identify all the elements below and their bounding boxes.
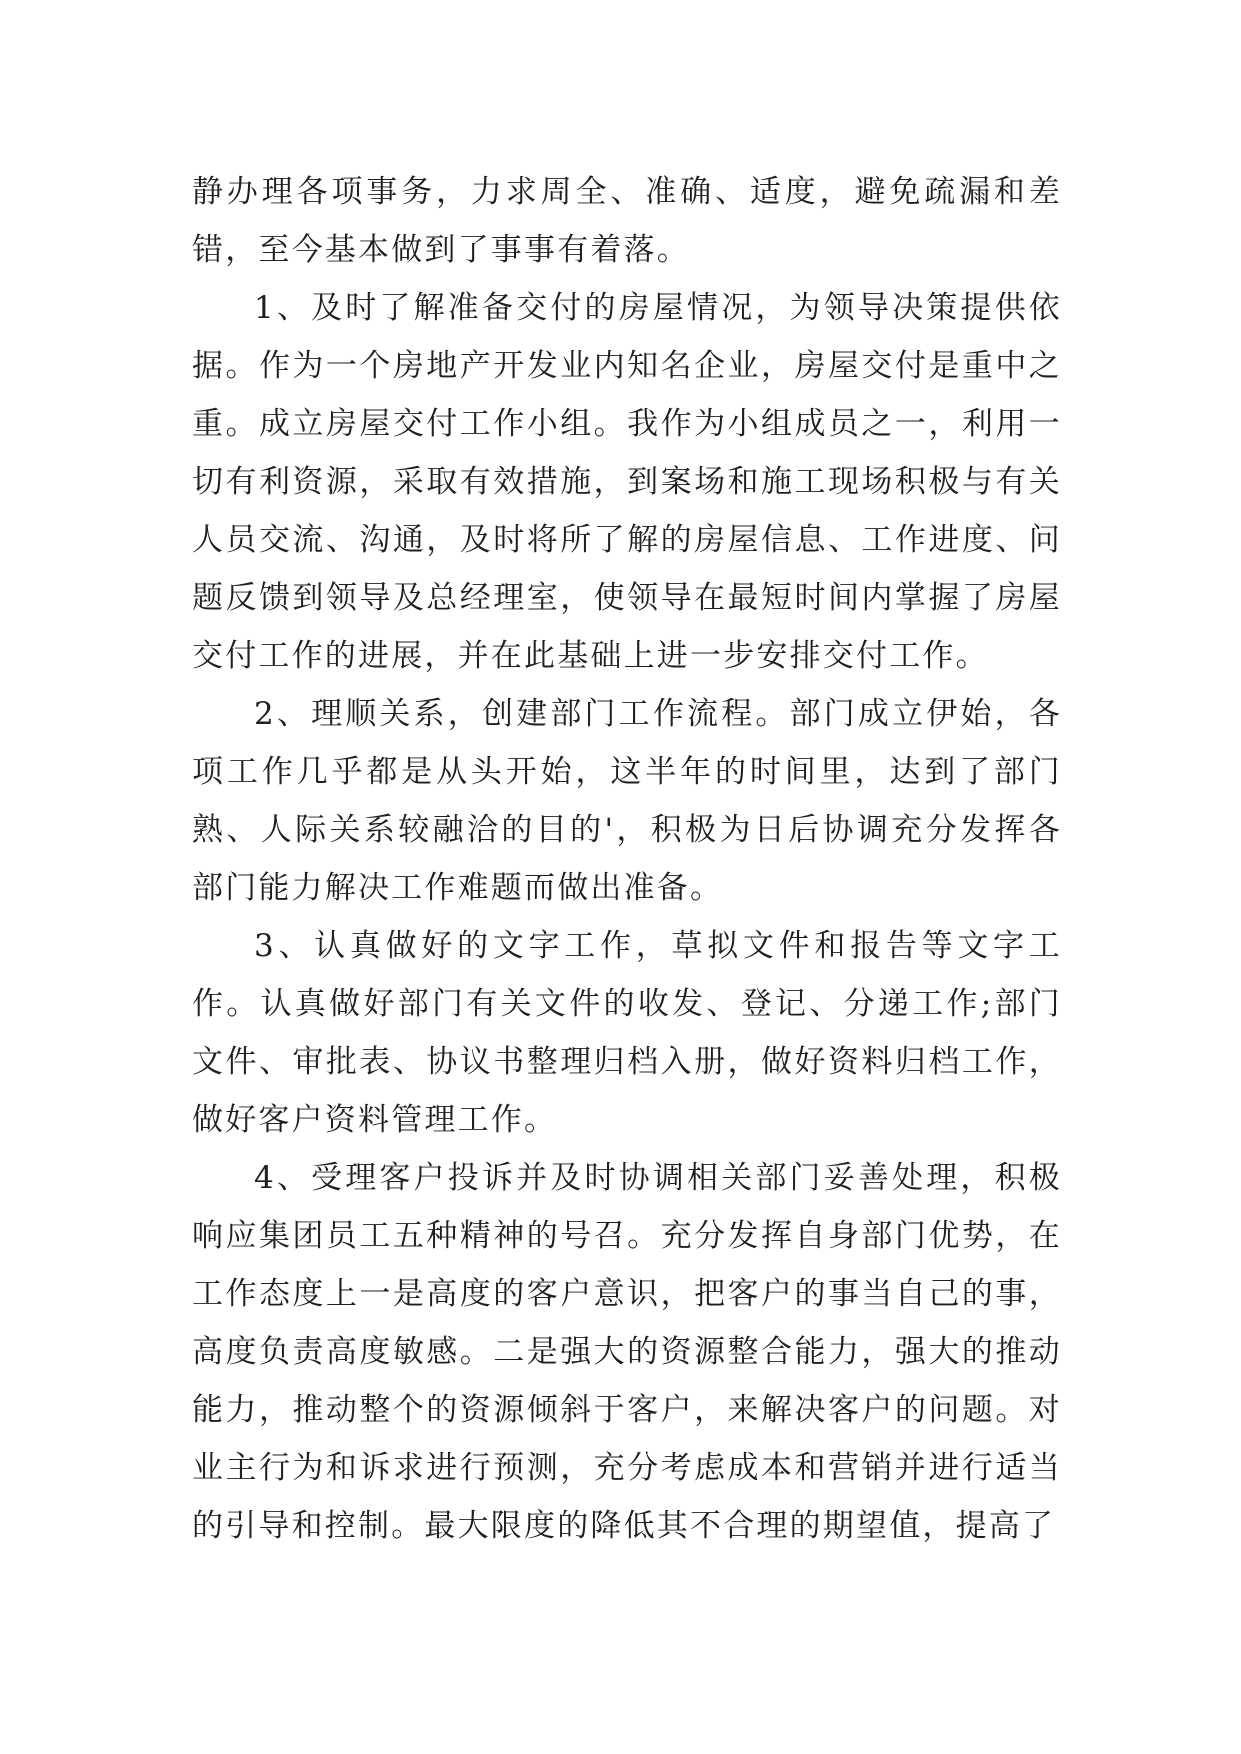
paragraph-item-4: 4、受理客户投诉并及时协调相关部门妥善处理，积极响应集团员工五种精神的号召。充分发挥自身部门优势，在工作态度上一是高度的客户意识，把客户的事当自己的事，高度负责高度敏感。二是强大的资源整合能力，强大的推动能力，推动整个的资源倾斜于客户，来解决客户的问题。对业主行为和诉求进行预测，充分考虑成本和营销并进行适当的引导和控制。最大限度的降低其不合理的期望值，提高了 — [192, 1160, 1062, 1544]
paragraph-item-2: 2、理顺关系，创建部门工作流程。部门成立伊始，各项工作几乎都是从头开始，这半年的时间里，达到了部门熟、人际关系较融洽的目的'，积极为日后协调充分发挥各部门能力解决工作难题而做出准备。 — [192, 696, 1062, 906]
paragraph-continuation: 静办理各项事务，力求周全、准确、适度，避免疏漏和差错，至今基本做到了事事有着落。 — [192, 174, 1062, 268]
paragraph-item-1: 1、及时了解准备交付的房屋情况，为领导决策提供依据。作为一个房地产开发业内知名企业，房屋交付是重中之重。成立房屋交付工作小组。我作为小组成员之一，利用一切有利资源，采取有效措施，到案场和施工现场积极与有关人员交流、沟通，及时将所了解的房屋信息、工作进度、问题反馈到领导及总经理室，使领导在最短时间内掌握了房屋交付工作的进展，并在此基础上进一步安排交付工作。 — [192, 290, 1062, 674]
paragraph-item-3: 3、认真做好的文字工作，草拟文件和报告等文字工作。认真做好部门有关文件的收发、登记、分递工作;部门文件、审批表、协议书整理归档入册，做好资料归档工作，做好客户资料管理工作。 — [192, 928, 1062, 1138]
document-body — [192, 163, 1062, 1555]
